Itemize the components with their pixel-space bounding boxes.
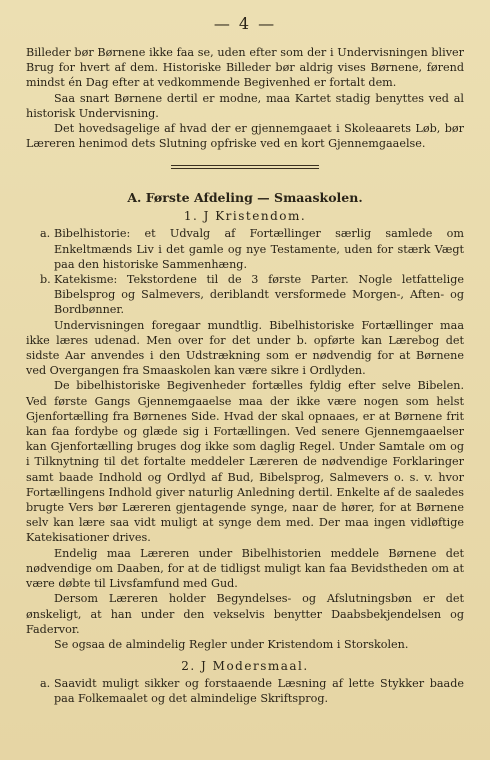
- paragraph-teaching: Undervisningen foregaar mundtlig. Bibelhistoriske Fortællinger maa ikke læres udenad. Men over for det under b. opførte kan Lærebog det sidste Aar anvendes i den Udstrækning som er nødvendig for at Børnene ved Overgangen fra Smaaskolen kan være sikre i Ordlyden.: [26, 318, 464, 378]
- list-item-reading: [26, 676, 464, 706]
- list-item-bible-history: [26, 226, 464, 272]
- section-heading: A. Første Afdeling — Smaaskolen.: [127, 190, 363, 206]
- list-marker: b.: [40, 273, 51, 287]
- paragraph-map: Saa snart Børnene dertil er modne, maa Kartet stadig benyttes ved al historisk Undervisning.: [26, 91, 464, 120]
- paragraph-see-also: Se ogsaa de almindelig Regler under Kristendom i Storskolen.: [54, 637, 409, 651]
- list-item-catechism: [26, 272, 464, 318]
- list-marker: a.: [40, 227, 51, 241]
- subsection-heading-christianity: 1. J Kristendom.: [183, 209, 307, 224]
- list-item-text: Katekisme: Tekstordene til de 3 første Parter. Nogle letfattelige Bibelsprog og Salmevers, deriblandt versformede Morgen-, Aften- og Bordbønner.: [54, 273, 464, 317]
- list-marker: a.: [40, 677, 51, 691]
- paragraph-baptism: Endelig maa Læreren under Bibelhistorien meddele Børnene det nødvendige om Daaben, for at de tidligst muligt kan faa Bevidstheden om at være døbte til Livsfamfund med Gud.: [26, 546, 464, 591]
- paragraph-prayer: Dersom Læreren holder Begyndelses- og Afslutningsbøn er det ønskeligt, at han under den vekselvis benytter Daabsbekjendelsen og Fadervor.: [26, 592, 464, 636]
- paragraph-narration: De bibelhistoriske Begivenheder fortælles fyldig efter selve Bibelen. Ved første Gangs Gjennemgaaelse maa der ikke være nogen som helst Gjenfortælling fra Børnenes Side. Hvad der skal opnaaes, er at Børnene frit kan faa fordybe og glæde sig i Fortællingen. Ved senere Gjennemgaaelser kan Gjenfortælling bruges dog ikke som daglig Regel. Under Samtale om og i Tilknytning til det fortalte meddeler Læreren de nødvendige Forklaringer samt baade Indhold og Ordlyd af Bud, Bibelsprog, Salmevers o. s. v. hvor Fortællingens Indhold giver naturlig Anledning dertil. Enkelte af de saaledes brugte Vers bør Læreren gjentagende synge, naar de hører, for at Børnene selv kan lære saa vidt muligt at synge dem med. Der maa ingen vidløftige Katekisationer drives.: [26, 379, 464, 545]
- paragraph-review: Det hovedsagelige af hvad der er gjennemgaaet i Skoleaarets Løb, bør Læreren henimod dets Slutning opfriske ved en kort Gjennemgaaelse.: [26, 122, 464, 151]
- list-item-text: Bibelhistorie: et Udvalg af Fortællinger særlig samlede om Enkeltmænds Liv i det gamle og nye Testamente, uden for stærk Vægt paa den historiske Sammenhæng.: [54, 227, 464, 271]
- page-number: — 4 —: [213, 14, 277, 33]
- list-item-text: Saavidt muligt sikker og forstaaende Læsning af lette Stykker baade paa Folkemaalet og det almindelige Skriftsprog.: [54, 677, 464, 706]
- subsection-heading-mother-tongue: 2. J Modersmaal.: [181, 659, 309, 674]
- section-divider: [171, 165, 319, 169]
- paragraph-pictures: Billeder bør Børnene ikke faa se, uden efter som der i Undervisningen bliver Brug for hvert af dem. Historiske Billeder bør aldrig vises Børnene, førend mindst én Dag efter at vedkommende Begivenhed er fortalt dem.: [26, 46, 464, 90]
